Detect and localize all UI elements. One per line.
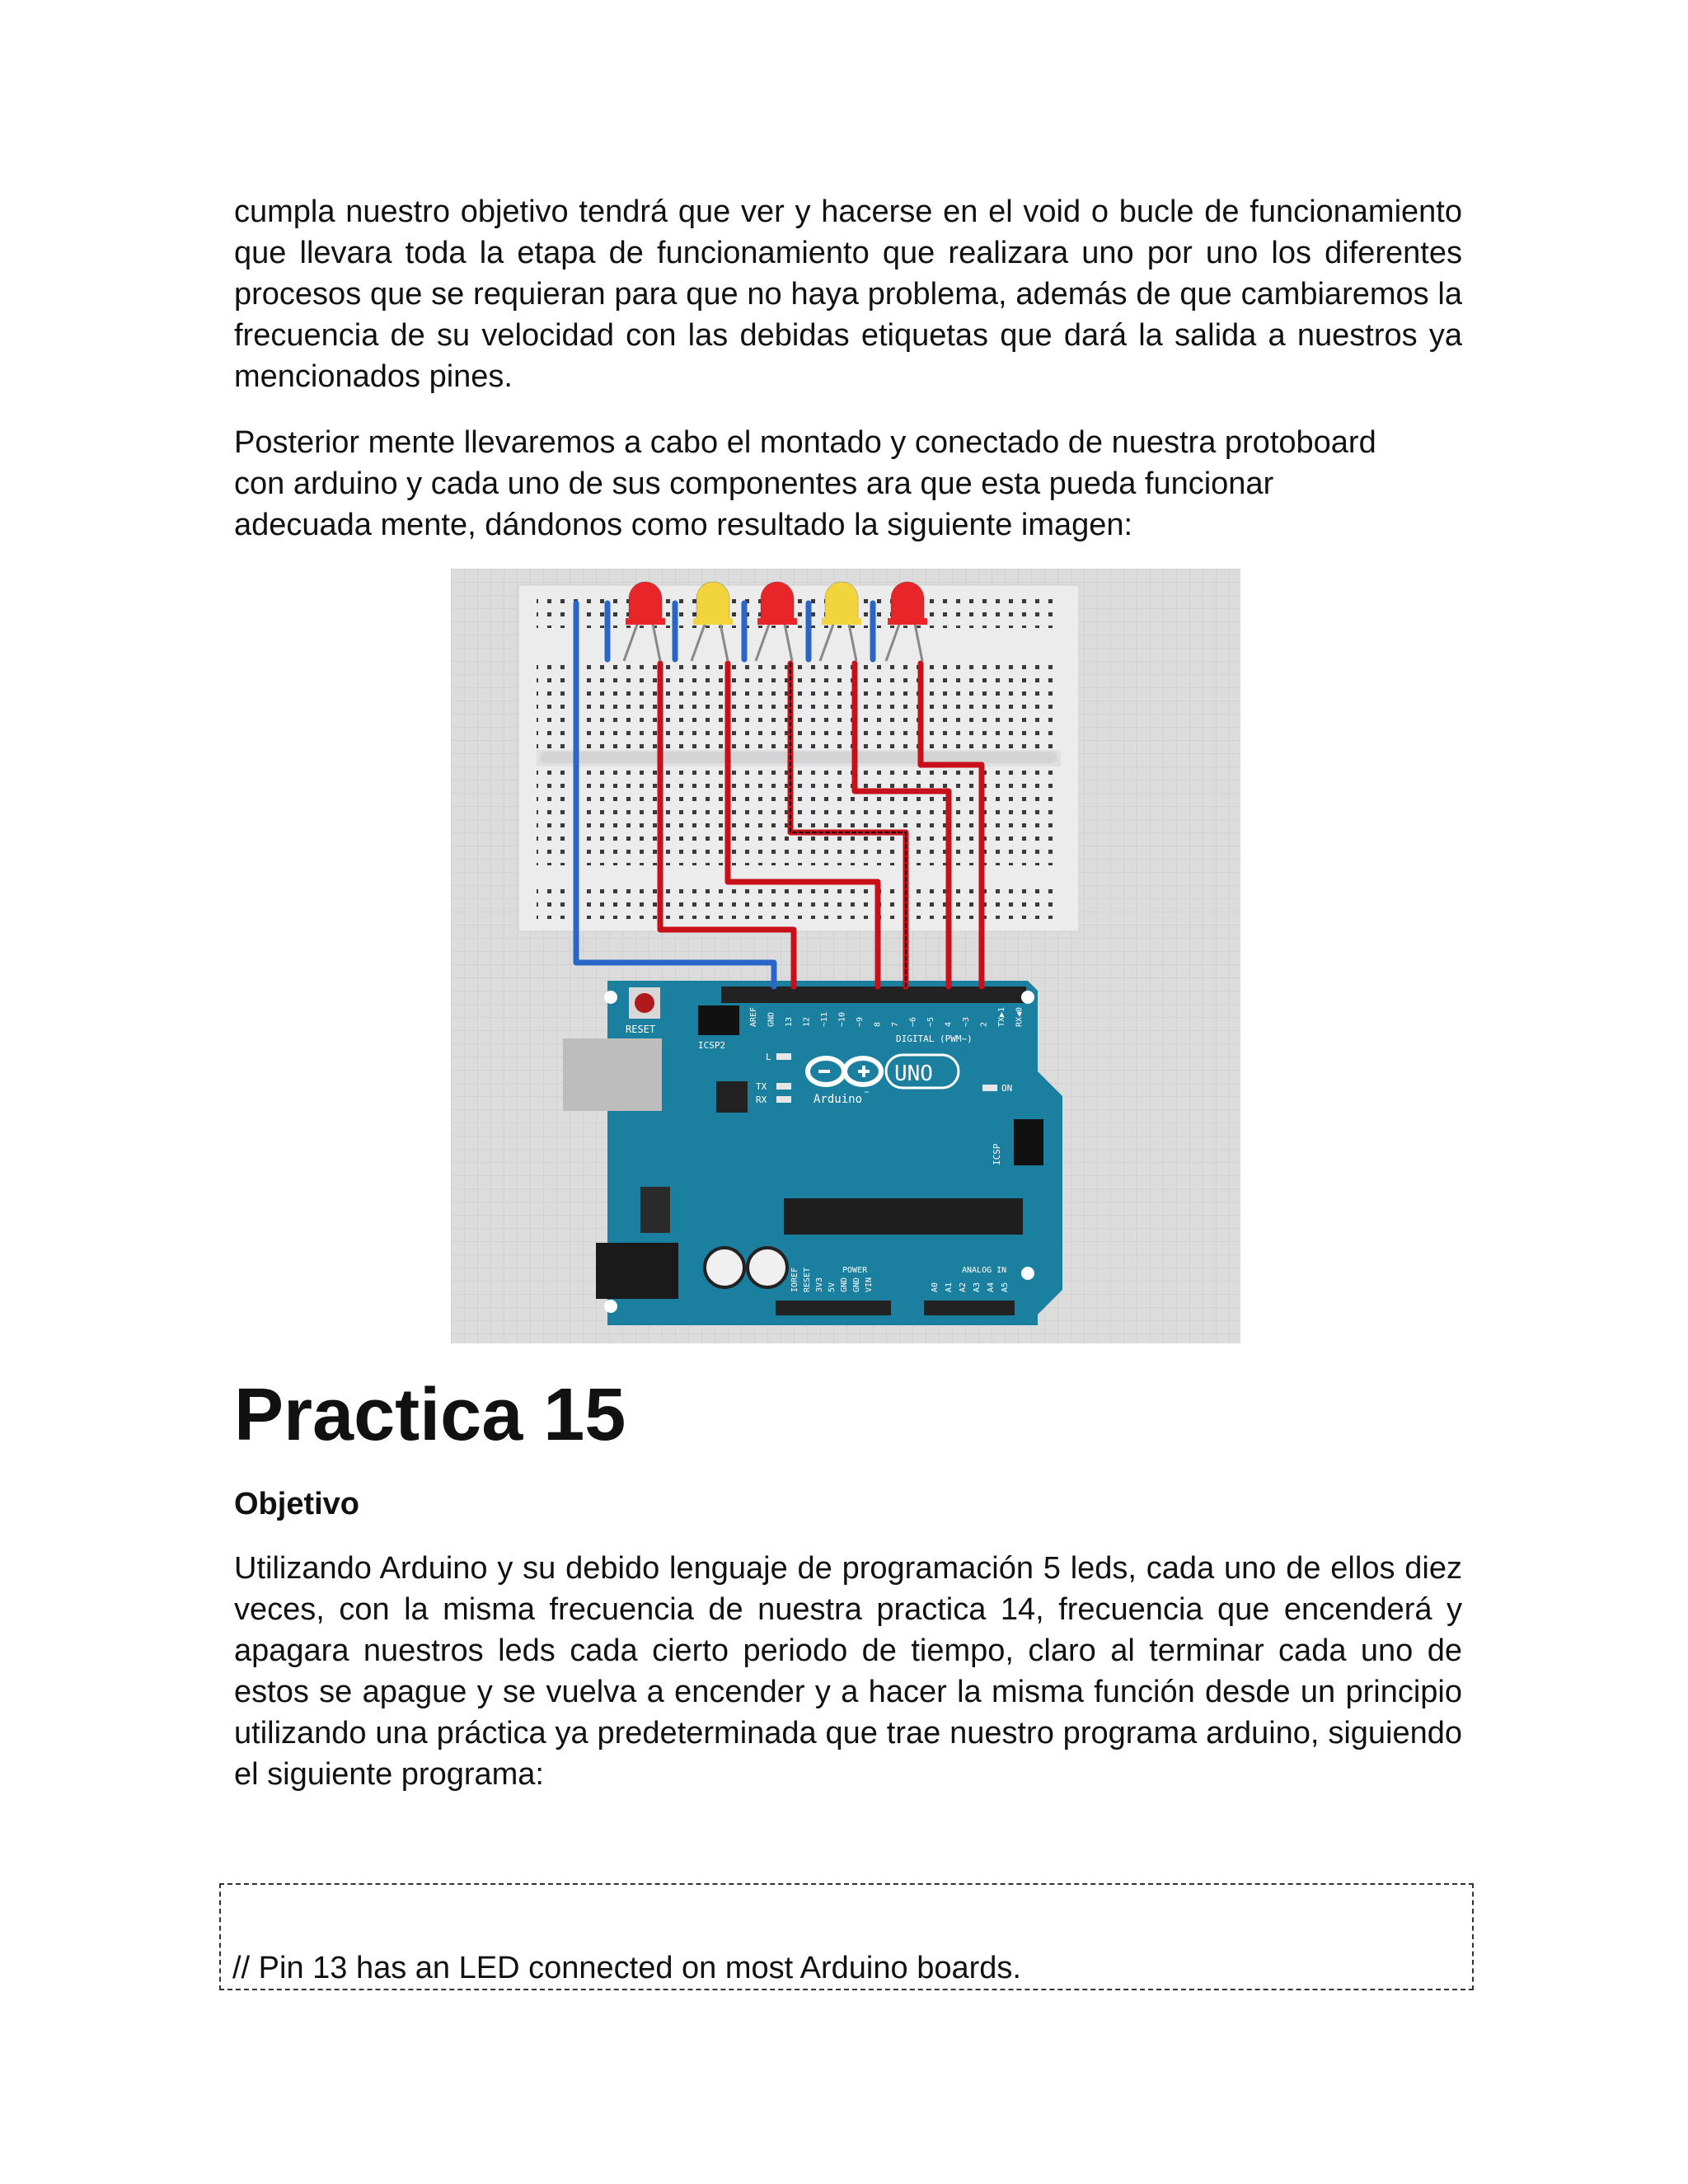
arduino-uno-board [563,981,1062,1325]
text-line: cumpla nuestro objetivo tendrá que ver y hacerse en el void o bucle de [234,194,1240,229]
pin-label: ~10 [837,1011,847,1027]
pin-label: TX▶1 [997,1006,1006,1027]
pin-label: IOREF [790,1267,799,1292]
capacitor [705,1248,744,1287]
pin-label: A0 [931,1282,940,1292]
reset-label: RESET [626,1024,656,1035]
icsp2-label: ICSP2 [698,1040,726,1051]
pin-label: VIN [865,1277,874,1292]
text-line: función desde un principio utilizando una práctica ya predeterminada que trae [234,1675,1463,1750]
tx-label: TX [756,1081,767,1092]
pin-label: GND [767,1011,776,1027]
text-line: nuestro programa arduino, siguiendo el siguiente programa: [234,1716,1463,1792]
pin-label: 4 [944,1021,954,1027]
pin-label: RX◀0 [1015,1006,1025,1027]
pin-label: RESET [803,1267,812,1292]
text-line: de que cambiaremos la frecuencia de su velocidad con las debidas etiquetas que [234,277,1462,353]
text-line: diez veces, con la misma frecuencia de nuestra practica 14, frecuencia que [234,1551,1462,1627]
text-line: Utilizando Arduino y su debido lenguaje de programación 5 leds, cada uno de ellos [234,1551,1395,1586]
pin-label: 12 [802,1016,812,1027]
text-line: funcionamiento que llevara toda la etapa de funcionamiento que realizara uno por [234,194,1462,270]
power-jack [596,1243,678,1299]
pin-label: ~6 [908,1016,918,1027]
pin-label: AREF [749,1006,758,1027]
pin-label: A2 [959,1282,968,1292]
pin-label: 7 [891,1021,900,1027]
code-box [219,1883,1474,1990]
power-header [776,1301,891,1315]
power-label: POWER [842,1266,868,1275]
circuit-figure [451,569,1240,1343]
code-comment-line: // Pin 13 has an LED connected on most Arduino boards. [232,1951,1021,1985]
text-line: uno los diferentes procesos que se requieran para que no haya problema, además [234,236,1462,312]
icsp-label: ICSP [992,1143,1002,1165]
pin-label: ~5 [926,1016,935,1027]
pin-label: A1 [945,1282,954,1292]
usb-port [563,1038,662,1111]
pin-label: ~11 [820,1011,829,1027]
section-heading: Practica 15 [234,1374,626,1456]
pin-label: GND [840,1277,849,1292]
assembly-paragraph [234,422,1462,546]
objective-paragraph [234,1548,1462,1795]
pin-label: A3 [973,1282,982,1292]
pin-label: 2 [979,1021,989,1027]
text-line: con arduino y cada uno de sus componentes ara que esta pueda funcionar [234,466,1274,501]
pin-label: GND [852,1277,861,1292]
intro-paragraph [234,191,1462,397]
uno-label: UNO [894,1062,933,1086]
text-line: dará la salida a nuestros ya mencionados pines. [234,318,1462,394]
pin-label: A4 [987,1282,996,1292]
on-label: ON [1001,1083,1013,1094]
pin-label: ~9 [856,1016,865,1027]
arduino-wordmark: Arduino [814,1093,863,1106]
icsp-header [1014,1119,1043,1165]
objective-heading: Objetivo [234,1487,360,1521]
pin-label: 5V [828,1282,837,1292]
digital-label: DIGITAL (PWM~) [896,1033,973,1044]
analog-header [924,1301,1015,1315]
pin-label: A5 [1001,1282,1010,1292]
pin-label: ~3 [962,1016,971,1027]
pin-label: 13 [785,1016,794,1027]
usb-chip [716,1081,748,1113]
text-line: Posterior mente llevaremos a cabo el montado y conectado de nuestra protoboard [234,425,1376,460]
led-l-label: L [766,1052,771,1062]
voltage-regulator [640,1187,670,1233]
analog-label: ANALOG IN [962,1266,1007,1275]
capacitor [748,1248,787,1287]
text-line: terminar cada uno de estos se apague y se vuelva a encender y a hacer la misma [234,1633,1463,1709]
rx-label: RX [756,1094,767,1105]
pin-label: 3V3 [815,1277,824,1292]
microcontroller-chip [784,1198,1023,1235]
trademark-mark: ™ [865,1090,869,1098]
text-line: adecuada mente, dándonos como resultado la siguiente imagen: [234,508,1133,542]
text-line: encenderá y apagara nuestros leds cada cierto periodo de tiempo, claro al [234,1592,1463,1668]
pin-label: 8 [873,1021,883,1027]
